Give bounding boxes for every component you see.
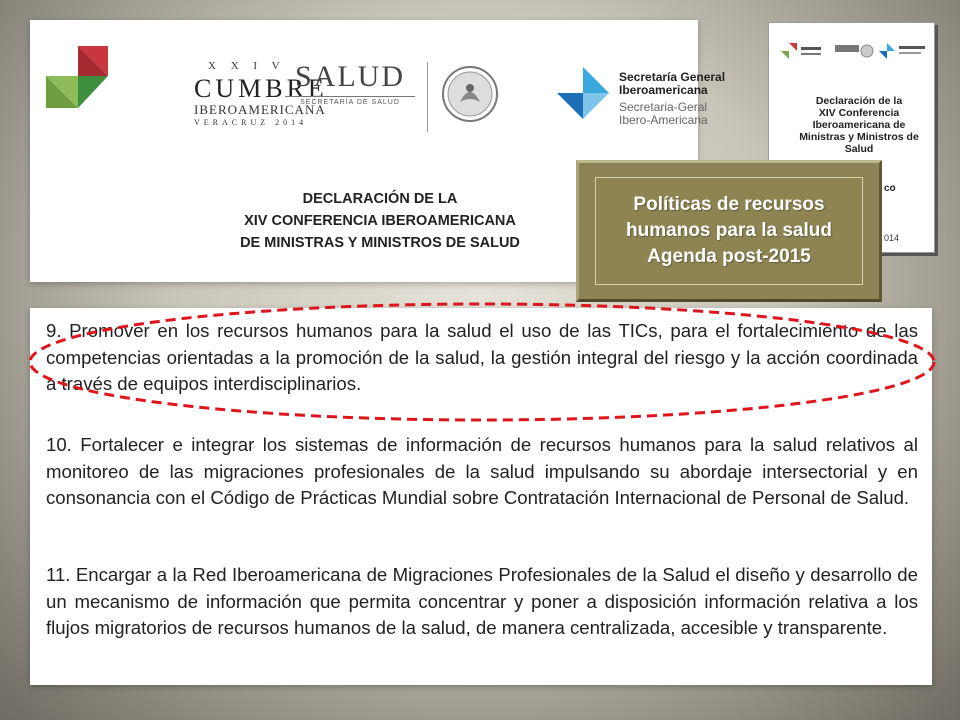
declaration-excerpt-panel — [30, 308, 932, 685]
callout-text: Políticas de recursos humanos para la salud Agenda post-2015 — [626, 194, 832, 267]
thumbnail-fragment: 014 — [884, 233, 900, 243]
cumbre-subtitle: IBEROAMERICANA — [194, 102, 326, 117]
thumbnail-logos-icon — [779, 41, 929, 63]
paragraph-9: 9. Promover en los recursos humanos para la salud el uso de las TICs, para el fortalecimiento de las competencias orientadas a la promoción de la salud, la gestión integral del riesgo y la acción coordinada a través de equipos interdisciplinarios. — [46, 320, 918, 394]
thumbnail-fragment: co — [884, 183, 896, 194]
mexico-eagle-icon — [440, 64, 500, 124]
segib-name: Secretaría General Iberoamericana — [619, 70, 726, 97]
callout-box — [576, 160, 882, 302]
cumbre-title: CUMBRE — [194, 74, 328, 103]
cumbre-logo-icon — [38, 36, 218, 146]
salud-logo — [285, 60, 415, 120]
paragraph-10: 10. Fortalecer e integrar los sistemas de información de recursos humanos para la salud relativos al monitoreo de las migraciones profesionales de la salud impulsando su abordaje intersectorial y en consonancia con el Código de Prácticas Mundial sobre Contratación Internacional de Personal de Salud. — [46, 434, 918, 508]
logo-divider — [427, 62, 428, 132]
cumbre-city: VERACRUZ 2014 — [194, 118, 308, 127]
segib-name-pt: Secretaria-Geral Ibero-Americana — [619, 100, 708, 127]
segib-mark-icon — [555, 65, 611, 121]
callout-inner — [595, 177, 863, 285]
segib-logo — [555, 65, 725, 135]
salud-subtitle: SECRETARÍA DE SALUD — [285, 96, 415, 106]
declaration-title: DECLARACIÓN DE LA XIV CONFERENCIA IBEROAMERICANA DE MINISTRAS Y MINISTROS DE SALUD — [240, 191, 520, 251]
thumbnail-title: Declaración de la XIV Conferencia Iberoamericana de Ministras y Ministros de Salud — [799, 95, 919, 155]
paragraph-11: 11. Encargar a la Red Iberoamericana de Migraciones Profesionales de la Salud el diseño y desarrollo de un mecanismo de información que permita concentrar y poner a disposición información relativa a los flujos migratorios de recursos humanos de la salud, de manera centralizada, accesible y transparente. — [46, 564, 918, 638]
salud-title: SALUD — [294, 60, 405, 93]
cumbre-number: X X I V — [208, 60, 286, 72]
